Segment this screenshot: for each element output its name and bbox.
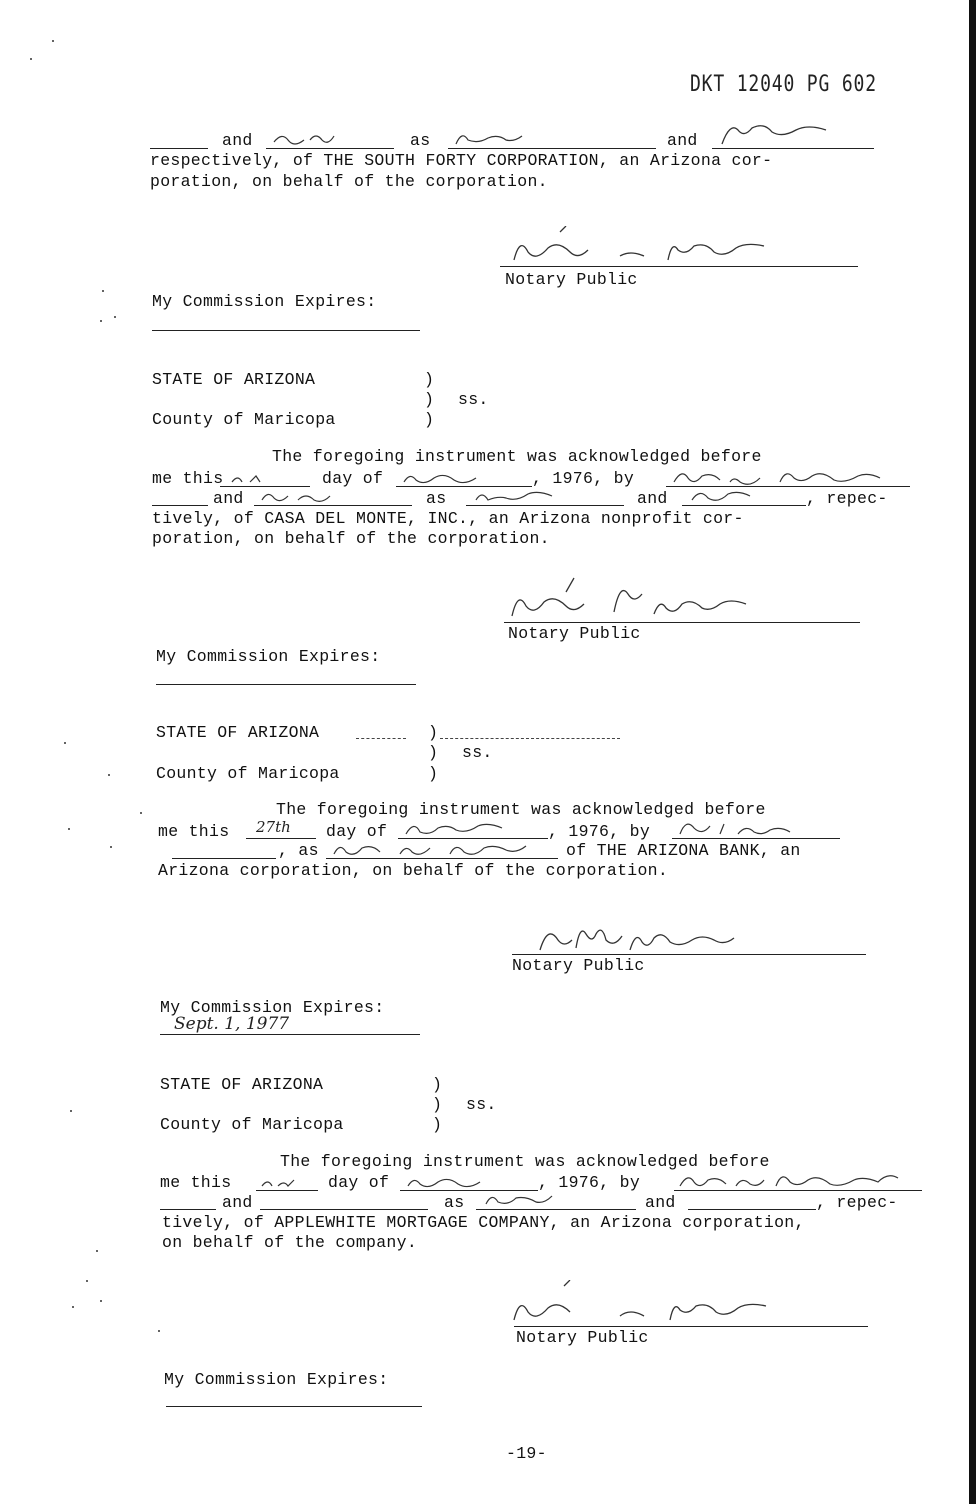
text-year-by: , 1976, by [532, 469, 635, 488]
commission-expires-label: My Commission Expires: [160, 998, 385, 1017]
blank-line [688, 1209, 816, 1210]
page-number: -19- [506, 1444, 547, 1463]
dashed-line [356, 738, 406, 739]
scan-speck [64, 742, 66, 744]
bracket: ) [428, 723, 439, 742]
text-and: and [222, 131, 253, 150]
bracket: ) [424, 390, 435, 409]
text-and: and [645, 1193, 676, 1212]
notary-public-label: Notary Public [505, 270, 638, 289]
state-label: STATE OF ARIZONA [156, 723, 320, 742]
blank-line [150, 148, 208, 149]
bracket: ) [432, 1075, 443, 1094]
blank-line [260, 1209, 428, 1210]
bracket: ) [428, 743, 439, 762]
scan-speck [100, 1300, 102, 1302]
commission-expires-label: My Commission Expires: [152, 292, 377, 311]
state-label: STATE OF ARIZONA [152, 370, 316, 389]
commission-expires-label: My Commission Expires: [156, 647, 381, 666]
text-repec: , repec- [806, 489, 888, 508]
handwritten-day [226, 470, 296, 486]
blank-line [682, 505, 806, 506]
bracket: ) [428, 764, 439, 783]
handwritten-title [716, 118, 866, 148]
notary-signature [504, 572, 804, 622]
text-year-by: , 1976, by [548, 822, 651, 841]
blank-line [172, 858, 276, 859]
text-as: as [444, 1193, 465, 1212]
signature-line [504, 622, 860, 623]
county-label: County of Maricopa [152, 410, 336, 429]
handwritten-title [452, 128, 572, 148]
ack-text-line: The foregoing instrument was acknowledged before [276, 800, 766, 819]
handwritten-name [670, 466, 910, 486]
blank-line [152, 505, 208, 506]
scan-speck [52, 40, 54, 42]
county-label: County of Maricopa [160, 1115, 344, 1134]
blank-line [326, 858, 558, 859]
ack-text-line: poration, on behalf of the corporation. [150, 172, 548, 191]
notary-signature [500, 226, 830, 270]
ack-text-line: respectively, of THE SOUTH FORTY CORPORATION, an Arizona cor- [150, 151, 773, 170]
blank-line [466, 505, 624, 506]
blank-line [476, 1209, 636, 1210]
notary-signature [500, 1280, 830, 1326]
ack-text-line: The foregoing instrument was acknowledged before [280, 1152, 770, 1171]
blank-line [160, 1209, 216, 1210]
scan-speck [68, 828, 70, 830]
commission-expires-label: My Commission Expires: [164, 1370, 389, 1389]
notary-public-label: Notary Public [512, 956, 645, 975]
blank-line [712, 148, 874, 149]
handwritten-title [470, 486, 600, 504]
text-as: as [410, 131, 431, 150]
docket-stamp: DKT 12040 PG 602 [690, 72, 877, 97]
scan-speck [96, 1250, 98, 1252]
handwritten-month [400, 468, 520, 486]
blank-line [254, 505, 412, 506]
scan-speck [86, 1280, 88, 1282]
blank-line [256, 1190, 318, 1191]
ss-label: ss. [458, 390, 489, 409]
blank-line [448, 148, 656, 149]
handwritten-month [402, 818, 542, 838]
commission-date-line [152, 330, 420, 331]
ss-label: ss. [466, 1095, 497, 1114]
handwritten-name [258, 486, 368, 504]
bracket: ) [424, 370, 435, 389]
text-repec: , repec- [816, 1193, 898, 1212]
ack-text-line: on behalf of the company. [162, 1233, 418, 1252]
scan-speck [108, 774, 110, 776]
handwritten-title [330, 838, 550, 858]
blank-line [674, 1190, 922, 1191]
blank-line [266, 148, 394, 149]
handwritten-name [676, 816, 836, 838]
scan-speck [110, 846, 112, 848]
text-year-by: , 1976, by [538, 1173, 641, 1192]
commission-date-line [166, 1406, 422, 1407]
signature-line [514, 1326, 868, 1327]
handwritten-day: 27th [256, 818, 291, 836]
state-label: STATE OF ARIZONA [160, 1075, 324, 1094]
notary-public-label: Notary Public [508, 624, 641, 643]
scan-speck [72, 1306, 74, 1308]
text-and: and [213, 489, 244, 508]
text-as: , as [278, 841, 319, 860]
commission-date-value: Sept. 1, 1977 [174, 1014, 290, 1034]
scan-speck [158, 1330, 160, 1332]
county-label: County of Maricopa [156, 764, 340, 783]
notary-public-label: Notary Public [516, 1328, 649, 1347]
text-day-of: day of [322, 469, 384, 488]
handwritten-name [270, 128, 380, 148]
text-day-of: day of [328, 1173, 390, 1192]
handwritten-month [404, 1172, 524, 1190]
commission-date-line [156, 684, 416, 685]
scan-speck [100, 320, 102, 322]
ss-label: ss. [462, 743, 493, 762]
bracket: ) [432, 1095, 443, 1114]
handwritten-name [676, 1168, 922, 1190]
ack-text-line: tively, of APPLEWHITE MORTGAGE COMPANY, an Arizona corporation, [162, 1213, 805, 1232]
scan-speck [114, 316, 116, 318]
handwritten-day [258, 1174, 314, 1190]
handwritten-title [686, 486, 796, 504]
ack-text-me-this: me this [152, 469, 224, 488]
dashed-line [440, 738, 620, 739]
ack-text-line: The foregoing instrument was acknowledged before [272, 447, 762, 466]
ack-text-line: tively, of CASA DEL MONTE, INC., an Arizona nonprofit cor- [152, 509, 744, 528]
scan-speck [140, 812, 142, 814]
notary-signature [530, 918, 770, 958]
ack-text-me-this: me this [160, 1173, 232, 1192]
text-and: and [667, 131, 698, 150]
blank-line [246, 838, 316, 839]
bracket: ) [424, 410, 435, 429]
bracket: ) [432, 1115, 443, 1134]
text-and: and [637, 489, 668, 508]
ack-text-me-this: me this [158, 822, 230, 841]
handwritten-title [480, 1190, 590, 1208]
text-day-of: day of [326, 822, 388, 841]
ack-text-line: Arizona corporation, on behalf of the corporation. [158, 861, 669, 880]
commission-date-line [160, 1034, 420, 1035]
text-as: as [426, 489, 447, 508]
ack-text-line: of THE ARIZONA BANK, an [566, 841, 801, 860]
ack-text-line: poration, on behalf of the corporation. [152, 529, 550, 548]
scan-speck [102, 290, 104, 292]
blank-line [672, 838, 840, 839]
scan-speck [70, 1110, 72, 1112]
scan-speck [30, 58, 32, 60]
scan-edge [969, 0, 976, 1504]
text-and: and [222, 1193, 253, 1212]
